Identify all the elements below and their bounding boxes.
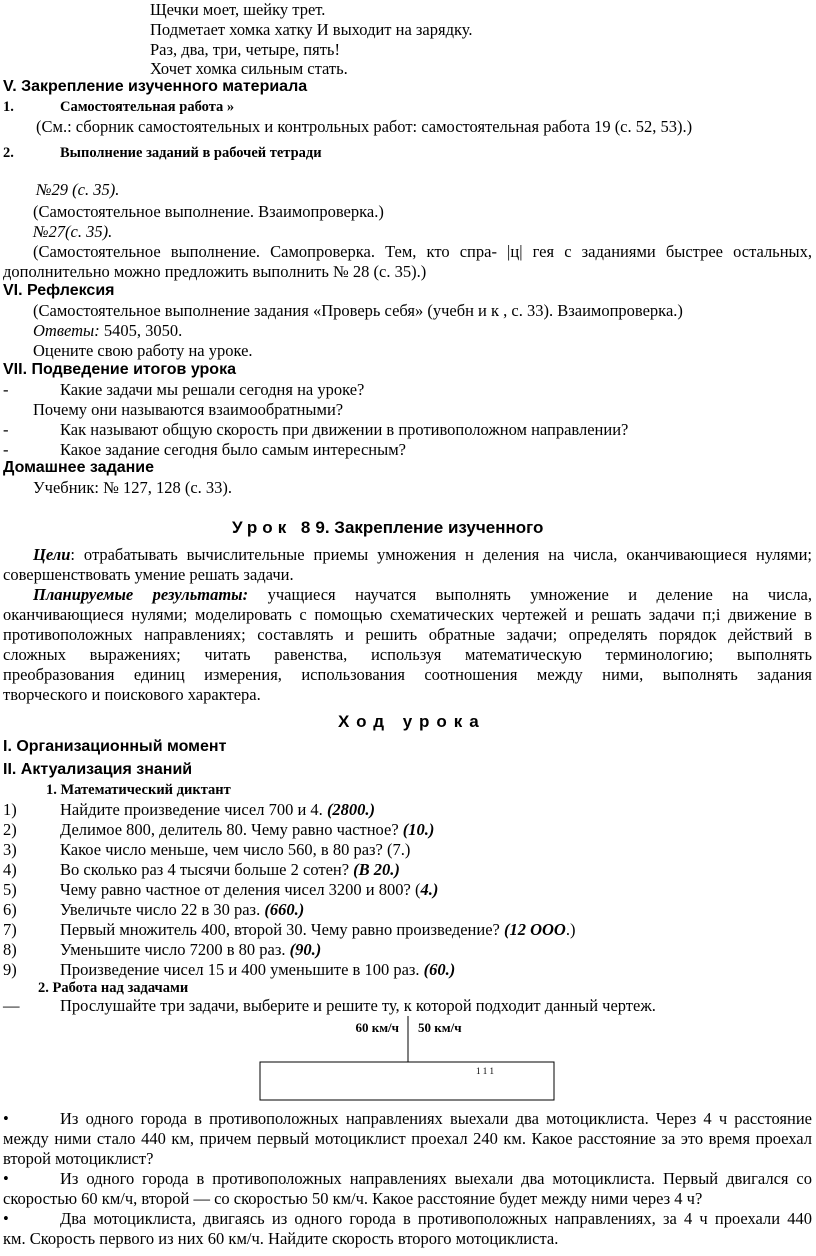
homework-text: Учебник: № 127, 128 (с. 33). [33,478,233,497]
goals-label: Цели [33,545,71,564]
goals-text: : отрабатывать вычислительные приемы умножения н деления на числа, оканчивающиеся нулями; [70,545,812,564]
answers-value: 5405, 3050. [99,321,183,340]
item-number: 4) [3,860,17,879]
item-text: Первый множитель 400, второй 30. Чему равно произведение? [60,920,504,939]
distance-box [260,1062,554,1100]
paragraph: Оцените свою работу на уроке. [33,341,253,360]
paragraph: Прослушайте три задачи, выберите и решите ту, к которой подходит данный чертеж. [60,996,656,1015]
item-number: 2) [3,820,17,839]
subheading: 1. Математический диктант [46,782,231,798]
item-text: Произведение чисел 15 и 400 уменьшите в 100 раз. [60,960,424,979]
subheading: 2. Работа над задачами [38,980,189,996]
problem-text: скоростью 60 км/ч, второй — со скоростью 50 км/ч. Какое расстояние будет между ними через 4 ч? [3,1189,703,1208]
course-heading: Ход урока [338,712,486,731]
paragraph: (Самостоятельное выполнение. Самопроверка. Тем, кто спра- |ц| гея с заданиями быстрее остальных, [33,242,812,261]
dash-marker: - [3,420,9,439]
item-number: 1) [3,800,17,819]
item-text: Во сколько раз 4 тысячи больше 2 сотен? [60,860,354,879]
item-number: 2. [3,145,14,161]
item-answer: (12 ООО [503,920,566,939]
problem-text: второй мотоциклист? [3,1149,154,1168]
task-ref: №27(с. 35). [33,222,113,241]
goals-line [33,545,812,565]
question: Какое задание сегодня было самым интересным? [60,440,406,459]
motion-diagram [0,1016,816,1106]
paragraph: противоположных направлениях; составлять и решить обратные задачи; определять порядок действий в [3,625,812,644]
paragraph: совершенствовать умение решать задачи. [3,565,294,584]
homework-heading: Домашнее задание [3,459,155,476]
item-answer: 4.) [420,880,439,899]
item-number: 5) [3,880,17,899]
right-speed-label: 50 км/ч [418,1020,462,1035]
problem-text: Из одного города в противоположных направлениях выехали два мотоциклиста. Через 4 ч расстояние [60,1109,812,1128]
part-ii-heading: II. Актуализация знаний [3,761,193,778]
item-answer: (10.) [402,820,435,839]
lesson-title-rest: 9. Закрепление изученного [315,518,544,537]
item-number: 9) [3,960,17,979]
item-text: Какое число меньше, чем число 560, в 80 раз? (7.) [60,840,411,859]
question: Почему они называются взаимообратными? [33,400,344,419]
dash-marker: - [3,440,9,459]
poem-line: Щечки моет, шейку трет. [150,0,326,19]
item-number: 8) [3,940,17,959]
paragraph: сложных выражениях; читать равенства, используя математическую терминологию; выполнять [3,645,812,664]
paragraph: преобразования единиц измерения, использования соотношения между ними, выполнять задания [3,665,812,684]
item-number: 7) [3,920,17,939]
part-i-heading: I. Организационный момент [3,738,227,755]
dash-marker: — [3,996,20,1015]
paragraph: оканчивающиеся нулями; моделировать с помощью схематических чертежей и решать задачи п;і движение в [3,605,812,624]
results-line [33,585,812,605]
item-answer: (2800.) [326,800,376,819]
item-answer: (60.) [423,960,456,979]
lesson-title-spaced: Урок 8 [232,518,316,537]
item-text: Чему равно частное от деления чисел 3200 и 800? ( [60,880,421,899]
lesson-title [232,518,543,538]
section-vii-heading: VII. Подведение итогов урока [3,361,236,378]
problem-text: км. Скорость первого из них 60 км/ч. Найдите скорость второго мотоциклиста. [3,1229,559,1248]
item-text: Делимое 800, делитель 80. Чему равно частное? [60,820,403,839]
item-number: 6) [3,900,17,919]
question: Какие задачи мы решали сегодня на уроке? [60,380,365,399]
item-text: Увеличьте число 22 в 30 раз. [60,900,265,919]
item-number: 3) [3,840,17,859]
paragraph: дополнительно можно предложить выполнить № 28 (с. 35).) [3,262,427,281]
item-answer: (В 20.) [353,860,400,879]
poem-line: Подметает хомка хатку И выходит на зарядку. [150,20,473,39]
item-number: 1. [3,99,14,115]
question: Как называют общую скорость при движении в противоположном направлении? [60,420,629,439]
paragraph: (См.: сборник самостоятельных и контрольных работ: самостоятельная работа 19 (с. 52, 53).) [36,117,693,136]
problem-text: Из одного города в противоположных направлениях выехали два мотоциклиста. Первый двигался со [60,1169,812,1188]
poem-line: Раз, два, три, четыре, пять! [150,40,340,59]
paragraph: (Самостоятельное выполнение задания «Проверь себя» (учебн и к , с. 33). Взаимопроверка.) [33,301,683,320]
section-v-heading: V. Закрепление изученного материала [3,78,308,95]
item-text: Уменьшите число 7200 в 80 раз. [60,940,290,959]
results-text: учащиеся научатся выполнять умножение и деление на числа, [248,585,813,604]
item-text: Найдите произведение чисел 700 и 4. [60,800,327,819]
tick-marks: 1 1 1 [476,1066,494,1076]
results-label: Планируемые результаты: [33,585,249,604]
dash-marker: - [3,380,9,399]
left-speed-label: 60 км/ч [355,1020,399,1035]
item-tail: .) [565,920,576,939]
problem-text: Два мотоциклиста, двигаясь из одного города в противоположных направлениях, за 4 ч проехали 440 [60,1209,812,1228]
answers-line [33,321,182,341]
paragraph: творческого и поискового характера. [3,685,261,704]
item-answer: (660.) [264,900,305,919]
answers-label: Ответы: [33,321,100,340]
problem-text: между ними стало 440 км, причем первый мотоциклист проехал 240 км. Какое расстояние за это время проехал [3,1129,812,1148]
section-vi-heading: VI. Рефлексия [3,282,115,299]
paragraph: (Самостоятельное выполнение. Взаимопроверка.) [33,202,384,221]
item-answer: (90.) [289,940,322,959]
item-title: Самостоятельная работа » [60,99,235,115]
bullet: • [3,1109,9,1128]
poem-line: Хочет хомка сильным стать. [150,59,348,78]
task-ref: №29 (с. 35). [36,180,120,199]
bullet: • [3,1169,9,1188]
item-title: Выполнение заданий в рабочей тетради [60,145,322,161]
bullet: • [3,1209,9,1228]
